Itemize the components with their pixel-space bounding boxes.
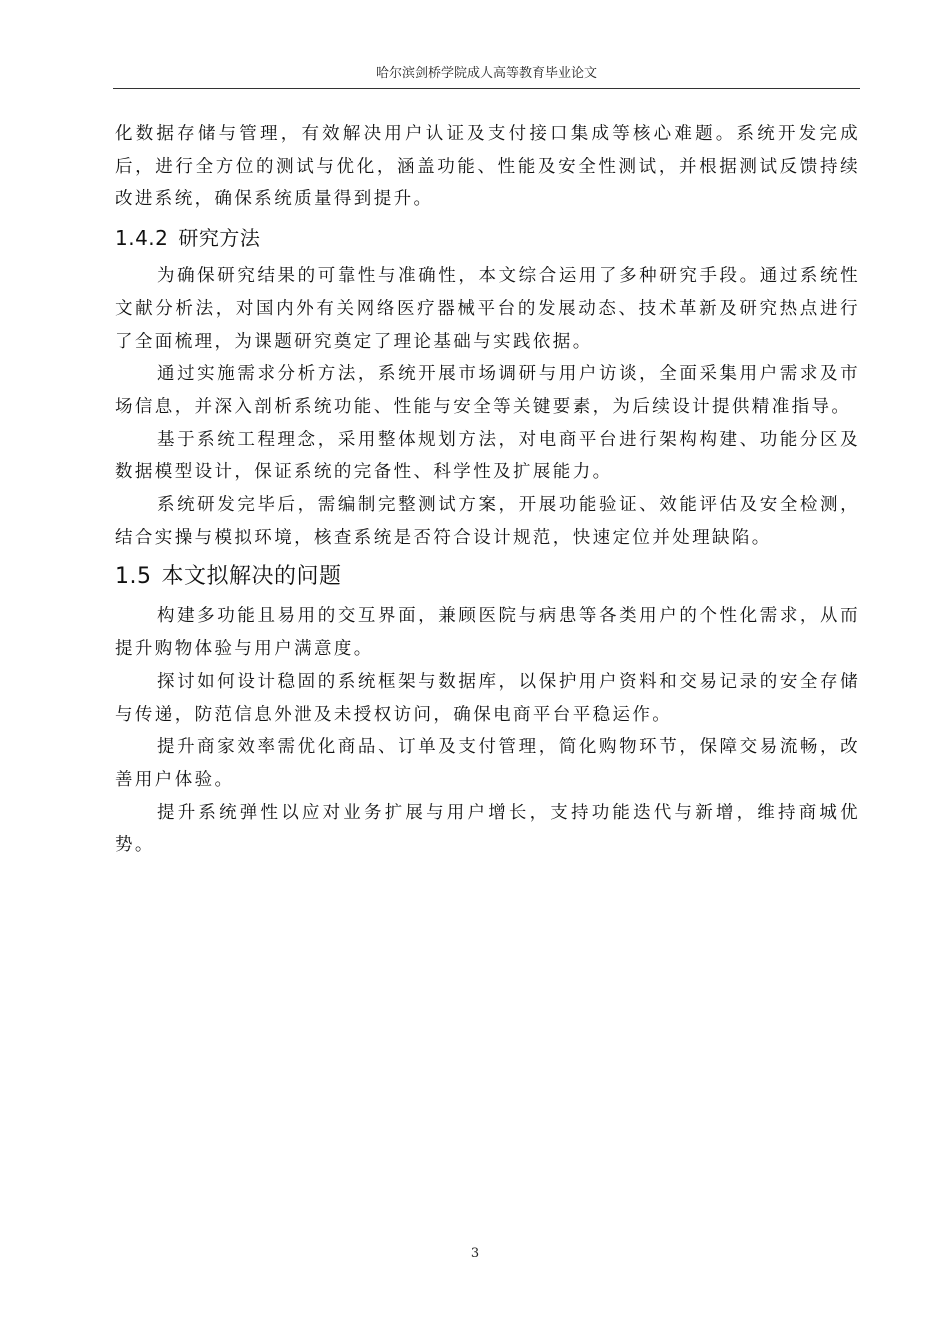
paragraph: 为确保研究结果的可靠性与准确性，本文综合运用了多种研究手段。通过系统性文献分析法，对国内外有关网络医疗器械平台的发展动态、技术革新及研究热点进行了全面梳理，为课题研究奠定了理论基础与实践依据。 — [115, 266, 860, 352]
section-title: 本文拟解决的问题 — [161, 564, 342, 590]
paragraph: 通过实施需求分析方法，系统开展市场调研与用户访谈，全面采集用户需求及市场信息，并深入剖析系统功能、性能与安全等关键要素，为后续设计提供精准指导。 — [115, 364, 860, 417]
section-heading-1-5 — [115, 564, 860, 590]
section-title: 研究方法 — [178, 226, 261, 251]
paragraph: 探讨如何设计稳固的系统框架与数据库，以保护用户资料和交易记录的安全存储与传递，防范信息外泄及未授权访问，确保电商平台平稳运作。 — [115, 671, 860, 725]
paragraph: 提升商家效率需优化商品、订单及支付管理，简化购物环节，保障交易流畅，改善用户体验。 — [115, 737, 860, 790]
paragraph: 基于系统工程理念，采用整体规划方法，对电商平台进行架构构建、功能分区及数据模型设计，保证系统的完备性、科学性及扩展能力。 — [115, 429, 860, 483]
paragraph: 构建多功能且易用的交互界面，兼顾医院与病患等各类用户的个性化需求，从而提升购物体验与用户满意度。 — [115, 606, 860, 660]
paragraph: 系统研发完毕后，需编制完整测试方案，开展功能验证、效能评估及安全检测，结合实操与模拟环境，核查系统是否符合设计规范，快速定位并处理缺陷。 — [115, 495, 860, 548]
page-content — [115, 118, 860, 862]
section-number: 1.4.2 — [115, 226, 169, 251]
section-heading-1-4-2 — [115, 226, 860, 250]
section-number: 1.5 — [115, 564, 152, 590]
paragraph: 提升系统弹性以应对业务扩展与用户增长，支持功能迭代与新增，维持商城优势。 — [115, 802, 860, 856]
page-header: 哈尔滨剑桥学院成人高等教育毕业论文 — [375, 66, 597, 81]
page-number: 3 — [470, 1246, 480, 1261]
continuation-paragraph: 化数据存储与管理，有效解决用户认证及支付接口集成等核心难题。系统开发完成后，进行全方位的测试与优化，涵盖功能、性能及安全性测试，并根据测试反馈持续改进系统，确保系统质量得到提升。 — [115, 124, 860, 210]
header-divider — [113, 88, 860, 89]
